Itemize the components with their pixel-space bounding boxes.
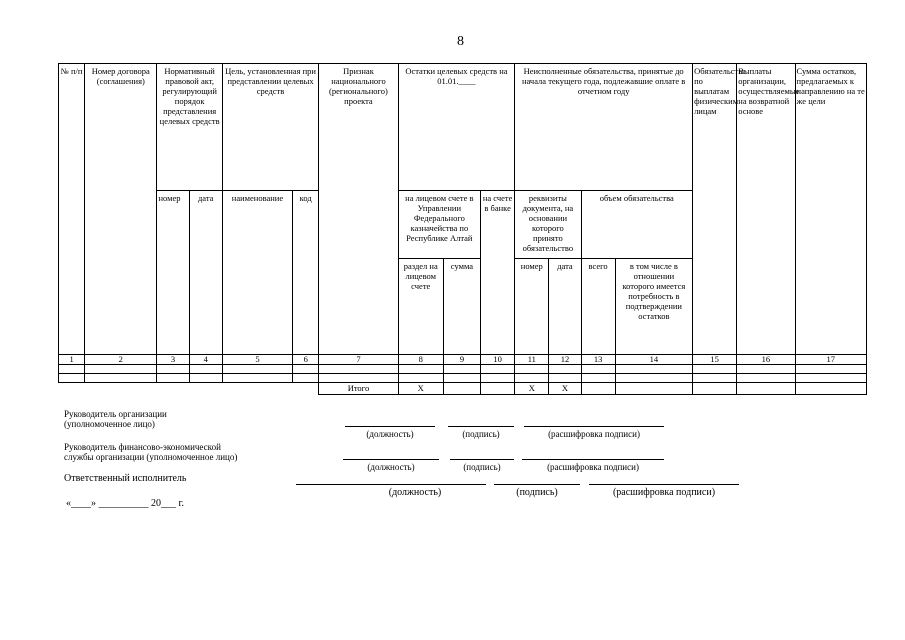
finance-signature-label: Руководитель финансово-экономической службы организации (уполномоченное лицо) [64,442,238,462]
sub-header-code: код [293,191,319,355]
sub-header-sum: сумма [443,259,480,355]
column-number: 17 [795,355,866,365]
sub-header-obligation-volume: объем обязательства [581,191,693,259]
caption-position: (должность) [366,429,414,439]
caption-signature: (подпись) [462,429,500,439]
report-table [58,63,867,395]
table-row [59,374,867,383]
caption-position: (должность) [388,487,442,498]
sub-header-date: дата [189,191,222,355]
head-signature-label: Руководитель организации (уполномоченное лицо) [64,409,167,429]
header-row-1 [59,64,867,191]
column-number: 2 [85,355,157,365]
column-number: 10 [481,355,515,365]
signature-line [448,426,514,427]
column-number: 7 [319,355,398,365]
caption-decoding: (расшифровка подписи) [612,487,716,498]
page-number: 8 [457,34,464,49]
col-header-balances: Остатки целевых средств на 01.01.____ [398,64,515,191]
column-number-row [59,355,867,365]
column-number: 4 [189,355,222,365]
col-header-obligations: Неисполненные обязательства, принятые до начала текущего года, подлежавшие оплате в отчетном году [515,64,693,191]
sub-header-bank-account: на счете в банке [481,191,515,355]
sub-header-document-details: реквизиты документа, на основании которого принято обязательство [515,191,581,259]
sub-header-personal-account: на лицевом счете в Управлении Федерального казначейства по Республике Алтай [398,191,480,259]
signature-line [450,459,514,460]
column-number: 6 [293,355,319,365]
totals-label: Итого [319,383,398,395]
column-number: 14 [615,355,692,365]
col-header-purpose: Цель, установленная при представлении целевых средств [222,64,318,191]
column-number: 13 [581,355,615,365]
column-number: 1 [59,355,85,365]
column-number: 11 [515,355,549,365]
column-number: 8 [398,355,443,365]
totals-x: X [515,383,549,395]
sub-header-number: номер [157,191,189,355]
col-header-national-project: Признак национального (регионального) проекта [319,64,398,355]
col-header-num: № п/п [59,64,85,355]
col-header-remaining-sum: Сумма остатков, предлагаемых к направлению на те же цели [795,64,866,355]
totals-x: X [398,383,443,395]
column-number: 3 [157,355,189,365]
caption-signature: (подпись) [516,487,558,498]
column-number: 9 [443,355,480,365]
signature-line [343,459,439,460]
sub-header-account-section: раздел на лицевом счете [398,259,443,355]
caption-position: (должность) [367,462,415,472]
caption-signature: (подпись) [463,462,501,472]
column-number: 5 [222,355,292,365]
col-header-legal-act: Нормативный правовой акт, регулирующий порядок представления целевых средств [157,64,222,191]
sub-header-name: наименование [222,191,292,355]
totals-x: X [549,383,581,395]
column-number: 15 [693,355,737,365]
signature-line [522,459,664,460]
column-number: 16 [737,355,795,365]
column-number: 12 [549,355,581,365]
signature-line [494,484,580,485]
sub-header-doc-date: дата [549,259,581,355]
col-header-returnable-payments: Выплаты организации, осуществляемые на возвратной основе [737,64,795,355]
col-header-individual-payments: Обязательства по выплатам физическим лицам [693,64,737,355]
sub-header-doc-number: номер [515,259,549,355]
executor-signature-label: Ответственный исполнитель [64,473,187,484]
sub-header-total: всего [581,259,615,355]
date-line: «____» __________ 20___ г. [66,498,184,509]
caption-decoding: (расшифровка подписи) [547,462,639,472]
signature-line [524,426,664,427]
table-row [59,365,867,374]
totals-row [59,383,867,395]
signature-line [589,484,739,485]
signature-line [345,426,435,427]
col-header-contract: Номер договора (соглашения) [85,64,157,355]
caption-decoding: (расшифровка подписи) [548,429,640,439]
signature-line [296,484,486,485]
sub-header-confirmation-need: в том числе в отношении которого имеется потребность в подтверждении остатков [615,259,692,355]
